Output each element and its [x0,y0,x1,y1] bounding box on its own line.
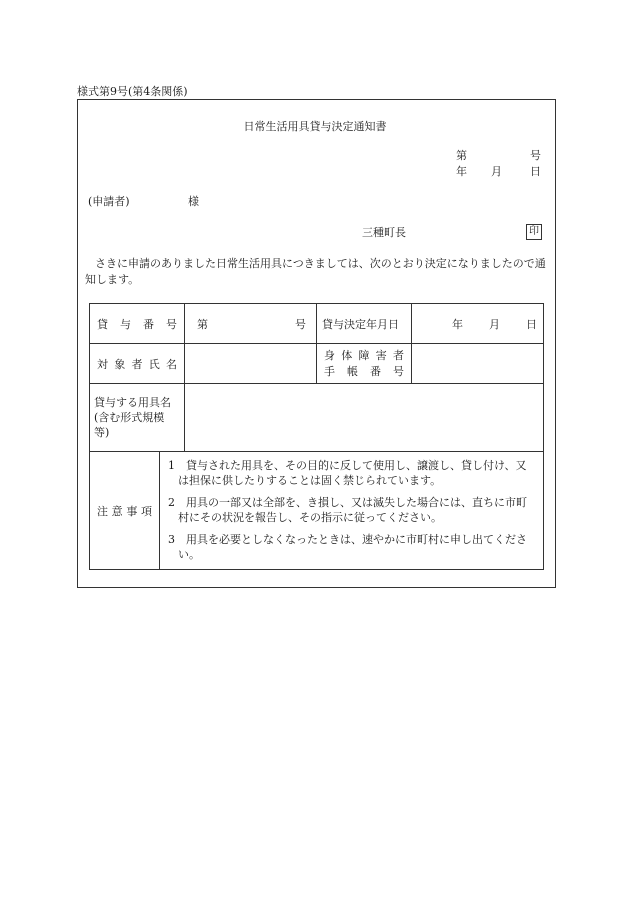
note-item: 3 用具を必要としなくなったときは、速やかに市町村に申し出てください。 [168,533,527,561]
subject-name-value [185,344,317,384]
loan-number-cell [185,304,317,344]
notice-body: さきに申請のありました日常生活用具につきましては、次のとおり決定になりましたので通知します。 [85,257,546,286]
header-month: 月 [491,165,502,178]
decision-year: 年 [452,317,463,331]
handbook-label-line2: 手帳番号 [324,364,404,378]
subject-name-label: 対象者氏名 [90,344,185,384]
decision-date-cell [412,304,544,344]
notes-label: 注意事項 [90,452,160,570]
decision-month: 月 [489,317,500,331]
loan-number-label: 貸与番号 [90,304,185,344]
header-number-prefix: 第 [456,149,467,162]
applicant-label: (申請者) [88,195,130,208]
table-row [90,304,544,344]
item-name-value [185,384,544,452]
loan-number-suffix: 号 [295,317,306,331]
decision-day: 日 [526,317,537,331]
issuer-mayor: 三種町長 [362,226,406,239]
header-number-suffix: 号 [530,149,541,162]
loan-number-prefix: 第 [197,317,208,331]
decision-date-label: 貸与決定年月日 [317,304,412,344]
honorific-sama: 様 [188,195,199,208]
handbook-label [317,344,412,384]
table-row [90,384,544,452]
table-row [90,452,544,570]
seal-box: 印 [526,224,542,240]
handbook-label-line1: 身体障害者 [324,348,404,362]
item-label-line2: (含む形式規模 [94,411,165,424]
item-name-label [90,384,185,452]
decision-table [89,303,544,570]
item-label-line3: 等) [94,426,110,439]
note-item: 1 貸与された用具を、その目的に反して使用し、譲渡し、貸し付け、又は担保に供したりすることは固く禁じられています。 [168,459,527,487]
table-row [90,344,544,384]
form-number-label: 様式第9号(第4条関係) [77,85,188,98]
note-item: 2 用具の一部又は全部を、き損し、又は滅失した場合には、直ちに市町村にその状況を報告し、その指示に従ってください。 [168,496,527,524]
item-label-line1: 貸与する用具名 [94,396,171,409]
handbook-number-value [412,344,544,384]
document-title: 日常生活用具貸与決定通知書 [243,120,387,133]
notes-cell [160,452,544,570]
header-year: 年 [456,165,467,178]
header-day: 日 [530,165,541,178]
